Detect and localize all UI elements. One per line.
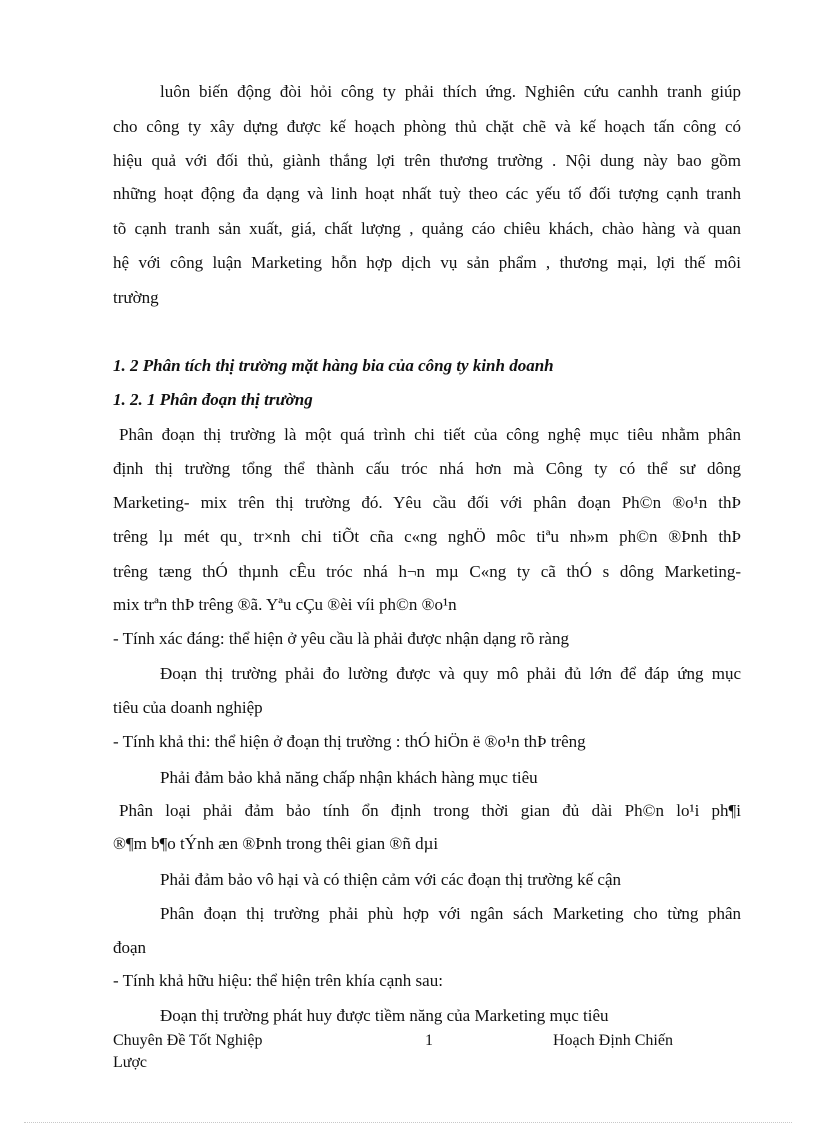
paragraph-line: cho công ty xây dựng được kế hoạch phòng thủ chặt chẽ và kế hoạch tấn công có	[113, 117, 741, 136]
paragraph-line: ®¶m b¶o tÝnh æn ®Þnh trong thêi gian ®ñ dµi	[113, 834, 439, 853]
paragraph-line: hiệu quả với đối thủ, giành thắng lợi trên thương trường . Nội dung này bao gồm	[113, 151, 741, 170]
section-heading: 1. 2 Phân tích thị trường mặt hàng bia của công ty kinh doanh	[113, 356, 554, 375]
paragraph-line: trêng tæng thÓ thµnh cÊu tróc nhá h¬n mµ C«ng ty cã thÓ s dông Marketing-	[113, 562, 741, 581]
paragraph-line: những hoạt động đa dạng và linh hoạt nhất tuỳ theo các yếu tố đối tượng cạnh tranh	[113, 184, 741, 203]
footer-title-line1: Chuyên Đề Tốt Nghiệp	[113, 1032, 263, 1049]
footer-title-line2: Lược	[113, 1054, 148, 1071]
paragraph-line: Phân loại phải đảm bảo tính ổn định trong thời gian đủ dài Ph©n lo¹i ph¶i	[119, 801, 741, 820]
paragraph-line: tõ cạnh tranh sản xuất, giá, chất lượng , quảng cáo chiêu khách, chào hàng và quan	[113, 219, 741, 238]
paragraph-line: Phải đảm bảo vô hại và có thiện cảm với các đoạn thị trường kế cận	[160, 870, 622, 889]
paragraph-line: trường	[113, 288, 159, 307]
footer-right-title: Hoạch Định Chiến	[553, 1032, 673, 1049]
paragraph-line: Phân đoạn thị trường là một quá trình chi tiết của công nghệ mục tiêu nhằm phân	[119, 425, 741, 444]
paragraph-line: Đoạn thị trường phát huy được tiềm năng của Marketing mục tiêu	[160, 1006, 609, 1025]
paragraph-line: Phân đoạn thị trường phải phù hợp với ngân sách Marketing cho từng phân	[160, 904, 741, 923]
paragraph-line: mix trªn thÞ trêng ®ã. Yªu cÇu ®èi víi ph©n ®o¹n	[113, 595, 457, 614]
paragraph-line: - Tính khả thi: thể hiện ở đoạn thị trường : thÓ hiÖn ë ®o¹n thÞ trêng	[113, 732, 586, 751]
paragraph-line: Đoạn thị trường phải đo lường được và quy mô phải đủ lớn để đáp ứng mục	[160, 664, 741, 683]
paragraph-line: - Tính khả hữu hiệu: thể hiện trên khía cạnh sau:	[113, 971, 443, 990]
paragraph-line: hệ với công luận Marketing hỗn hợp dịch vụ sản phẩm , thương mại, lợi thế môi	[113, 253, 741, 272]
paragraph-line: định thị trường tổng thể thành cấu tróc nhá hơn mà Công ty có thể sư dông	[113, 459, 741, 478]
paragraph-line: Marketing- mix trên thị trường đó. Yêu cầu đối với phân đoạn Ph©n ®o¹n thÞ	[113, 493, 741, 512]
footer-page-number: 1	[425, 1032, 433, 1049]
section-heading: 1. 2. 1 Phân đoạn thị trường	[113, 390, 313, 409]
paragraph-line: đoạn	[113, 938, 147, 957]
paragraph-line: tiêu của doanh nghiệp	[113, 698, 263, 717]
paragraph-line: luôn biến động đòi hỏi công ty phải thích ứng. Nghiên cứu canhh tranh giúp	[160, 82, 741, 101]
paragraph-line: - Tính xác đáng: thể hiện ở yêu cầu là phải được nhận dạng rõ ràng	[113, 629, 569, 648]
paragraph-line: trêng lµ mét qu¸ tr×nh chi tiÕt cña c«ng nghÖ môc tiªu nh»m ph©n ®Þnh thÞ	[113, 527, 741, 546]
paragraph-line: Phải đảm bảo khả năng chấp nhận khách hàng mục tiêu	[160, 768, 538, 787]
